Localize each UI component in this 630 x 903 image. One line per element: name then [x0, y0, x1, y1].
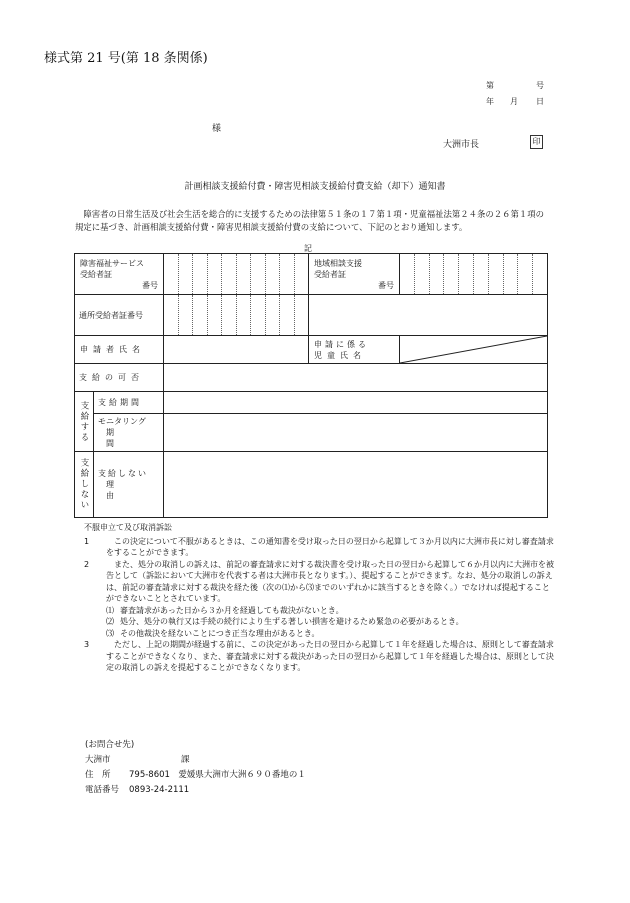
issue-date — [486, 96, 546, 108]
regional-cert-line-1: 地域相談支援 — [314, 258, 362, 268]
monitoring-label — [94, 414, 164, 452]
approval-label: 支給の可否 — [75, 364, 164, 392]
appeal-notes — [84, 522, 554, 674]
nopay-reason-value[interactable] — [164, 452, 548, 518]
pay-period-label: 支給期間 — [94, 392, 164, 414]
child-name-line-1: 申請に係る — [314, 339, 369, 349]
applicant-name-label: 申請者氏名 — [75, 336, 164, 364]
monitoring-line-1: モニタリング — [98, 417, 146, 426]
contact-info — [85, 738, 306, 798]
regional-cert-label — [309, 254, 400, 295]
issuer-name: 大洲市長 — [443, 140, 480, 150]
document-number — [486, 80, 546, 92]
regional-cert-digits[interactable] — [400, 254, 548, 295]
daycare-cert-digits[interactable] — [164, 295, 309, 336]
day-label: 日 — [536, 97, 544, 106]
welfare-cert-line-3: 番号 — [142, 280, 158, 290]
empty-cell — [309, 295, 548, 336]
form-number: 様式第 21 号(第 18 条関係) — [44, 51, 208, 66]
monitoring-line-2: 期間 — [106, 428, 136, 448]
seal-mark: 印 — [530, 135, 543, 149]
regional-cert-line-2: 受給者証 — [314, 269, 346, 279]
document-title: 計画相談支援給付費・障害児相談支援給付費支給（却下）通知書 — [184, 182, 446, 192]
nopay-reason-line-2: 理由 — [106, 480, 136, 500]
phone-label: 電話番号 — [85, 785, 120, 795]
nopay-vertical-label: 支給しない — [75, 452, 94, 518]
applicant-name-value[interactable] — [164, 336, 309, 364]
child-name-value[interactable] — [400, 336, 548, 364]
child-name-label — [309, 336, 400, 364]
welfare-cert-line-2: 受給者証 — [80, 269, 112, 279]
contact-section: 課 — [181, 755, 190, 765]
number-suffix: 号 — [536, 81, 544, 90]
child-name-line-2: 児童氏名 — [314, 350, 366, 360]
welfare-cert-label — [75, 254, 164, 295]
contact-phone-row — [85, 783, 306, 798]
welfare-cert-line-1: 障害福祉サービス — [80, 258, 144, 268]
addressee-suffix: 様 — [212, 124, 222, 134]
address-value: 795-8601 愛媛県大洲市大洲６９０番地の１ — [129, 770, 306, 780]
ki-label: 記 — [304, 244, 312, 253]
details-table — [74, 253, 548, 518]
contact-address-row — [85, 768, 306, 783]
regional-cert-line-3: 番号 — [378, 280, 394, 290]
notes-title: 不服申立て及び取消訴訟 — [84, 523, 172, 532]
number-prefix: 第 — [486, 81, 494, 90]
year-label: 年 — [486, 97, 494, 106]
note-sub-item: ⑶ その他裁決を経ないことにつき正当な理由があるとき。 — [106, 628, 320, 638]
contact-heading: (お問合せ先) — [85, 740, 135, 750]
month-label: 月 — [510, 97, 518, 106]
note-item: 3 ただし、上記の期間が経過する前に、この決定があった日の翌日から起算して１年を経過した場合は、原則として審査請求することができなくなり、また、審査請求に対する裁決があった日の翌日から起算して１年を経過した場合は、原則として決定の取消しの訴えを提起することができなくなります。 — [84, 640, 554, 672]
diagonal-line — [400, 336, 547, 363]
phone-value: 0893-24-2111 — [129, 785, 190, 795]
intro-paragraph: 障害者の日常生活及び社会生活を総合的に支援するための法律第５１条の１７第１項・児童福祉法第２４条の２６第１項の規定に基づき、計画相談支援給付費・障害児相談支援給付費の支給について、下記のとおり通知します。 — [75, 209, 544, 232]
daycare-cert-label: 通所受給者証番号 — [75, 295, 164, 336]
note-sub-item: ⑴ 審査請求があった日から３か月を経過しても裁決がないとき。 — [106, 605, 344, 615]
nopay-reason-label — [94, 452, 164, 518]
address-label: 住 所 — [85, 770, 111, 780]
pay-period-value[interactable] — [164, 392, 548, 414]
note-item: 2 また、処分の取消しの訴えは、前記の審査請求に対する裁決書を受け取った日の翌日から起算して６か月以内に大洲市を被告として（訴訟において大洲市を代表する者は大洲市長となります。）、提起することができます。なお、処分の取消しの訴えは、前記の審査請求に対する裁決を経た後（次の⑴から⑶までのいずれかに該当するときを除く。）でなければ提起することができないこととされています。 — [84, 559, 554, 603]
welfare-cert-digits[interactable] — [164, 254, 309, 295]
note-item: 1 この決定について不服があるときは、この通知書を受け取った日の翌日から起算して３か月以内に大洲市長に対し審査請求をすることができます。 — [84, 536, 554, 557]
note-sub-item: ⑵ 処分、処分の執行又は手続の続行により生ずる著しい損害を避けるため緊急の必要があるとき。 — [106, 617, 464, 626]
nopay-reason-line-1: 支給しない — [98, 469, 148, 478]
monitoring-value[interactable] — [164, 414, 548, 452]
approval-value[interactable] — [164, 364, 548, 392]
contact-office: 大洲市 — [85, 755, 111, 765]
pay-vertical-label: 支給する — [75, 392, 94, 452]
contact-office-row — [85, 753, 306, 768]
